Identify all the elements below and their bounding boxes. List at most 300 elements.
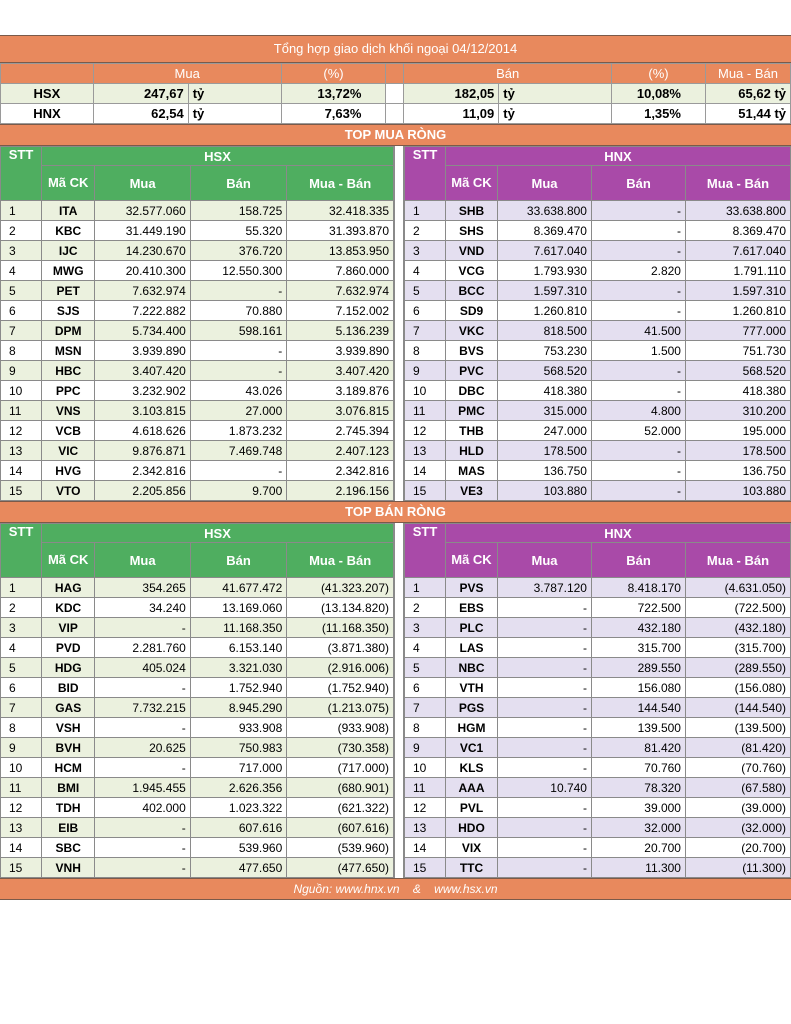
- row-mua-ban: (680.901): [287, 778, 394, 798]
- table-row: [1, 241, 394, 261]
- row-mua: -: [497, 838, 591, 858]
- row-stt: 13: [1, 441, 42, 461]
- summary-ban: 182,05: [404, 84, 499, 104]
- row-mua-ban: (70.760): [685, 758, 790, 778]
- row-ma-ck: DBC: [445, 381, 497, 401]
- row-ma-ck: VTH: [445, 678, 497, 698]
- row-ban: -: [591, 221, 685, 241]
- table-row: [404, 241, 790, 261]
- row-mua-ban: (39.000): [685, 798, 790, 818]
- row-ma-ck: PGS: [445, 698, 497, 718]
- summary-ban-pct: 10,08%: [612, 84, 706, 104]
- table-row: [1, 638, 394, 658]
- table-row: [404, 758, 790, 778]
- row-stt: 11: [1, 778, 42, 798]
- row-ma-ck: SHS: [445, 221, 497, 241]
- row-ma-ck: PVS: [445, 578, 497, 598]
- row-mua: 3.787.120: [497, 578, 591, 598]
- row-stt: 11: [404, 401, 445, 421]
- row-stt: 14: [404, 838, 445, 858]
- col-ma-ck: Mã CK: [445, 543, 497, 578]
- row-ma-ck: MSN: [42, 341, 95, 361]
- row-ban: 7.469.748: [190, 441, 286, 461]
- table-row: [404, 341, 790, 361]
- summary-unit: tỷ: [499, 84, 612, 104]
- row-ban: 4.800: [591, 401, 685, 421]
- table-row: [404, 778, 790, 798]
- row-ma-ck: VE3: [445, 481, 497, 501]
- row-stt: 8: [1, 341, 42, 361]
- row-mua-ban: (156.080): [685, 678, 790, 698]
- row-mua: 354.265: [95, 578, 190, 598]
- row-mua-ban: (621.322): [287, 798, 394, 818]
- row-mua: -: [95, 858, 190, 878]
- row-mua-ban: 3.407.420: [287, 361, 394, 381]
- table-row: [1, 818, 394, 838]
- row-mua: -: [497, 858, 591, 878]
- col-ban: Bán: [591, 166, 685, 201]
- top-ban-hsx-table: [0, 523, 394, 878]
- row-mua-ban: 3.939.890: [287, 341, 394, 361]
- table-row: [1, 361, 394, 381]
- row-ban: 722.500: [591, 598, 685, 618]
- row-mua-ban: (81.420): [685, 738, 790, 758]
- table-row: [404, 421, 790, 441]
- row-mua: -: [497, 698, 591, 718]
- row-ban: 2.820: [591, 261, 685, 281]
- row-mua-ban: (41.323.207): [287, 578, 394, 598]
- row-mua-ban: (139.500): [685, 718, 790, 738]
- table-row: [404, 321, 790, 341]
- row-stt: 12: [1, 421, 42, 441]
- col-hsx: HSX: [42, 147, 394, 166]
- table-row: [1, 421, 394, 441]
- row-ma-ck: VSH: [42, 718, 95, 738]
- row-ban: 8.418.170: [591, 578, 685, 598]
- row-stt: 5: [404, 281, 445, 301]
- col-mua-ban: Mua - Bán: [685, 166, 790, 201]
- summary-unit: tỷ: [188, 104, 281, 124]
- row-mua: 2.205.856: [95, 481, 190, 501]
- row-stt: 10: [1, 381, 42, 401]
- row-mua-ban: (432.180): [685, 618, 790, 638]
- row-ma-ck: NBC: [445, 658, 497, 678]
- row-ban: 52.000: [591, 421, 685, 441]
- row-ma-ck: GAS: [42, 698, 95, 718]
- row-ma-ck: KLS: [445, 758, 497, 778]
- row-stt: 4: [1, 638, 42, 658]
- row-stt: 1: [1, 578, 42, 598]
- summary-header-mua-pct: (%): [281, 64, 386, 84]
- col-mua: Mua: [497, 166, 591, 201]
- row-ban: -: [591, 281, 685, 301]
- row-stt: 3: [404, 618, 445, 638]
- row-mua-ban: 7.617.040: [685, 241, 790, 261]
- row-stt: 12: [1, 798, 42, 818]
- report-sheet: [0, 35, 791, 900]
- row-stt: 4: [404, 261, 445, 281]
- row-stt: 9: [1, 738, 42, 758]
- row-stt: 9: [404, 361, 445, 381]
- table-row: [404, 441, 790, 461]
- row-ma-ck: HDO: [445, 818, 497, 838]
- row-mua-ban: 136.750: [685, 461, 790, 481]
- row-ma-ck: KBC: [42, 221, 95, 241]
- row-ma-ck: VKC: [445, 321, 497, 341]
- row-mua: 7.617.040: [497, 241, 591, 261]
- table-row: [404, 481, 790, 501]
- table-row: [1, 301, 394, 321]
- row-stt: 14: [404, 461, 445, 481]
- row-mua-ban: 33.638.800: [685, 201, 790, 221]
- row-ma-ck: PVC: [445, 361, 497, 381]
- col-stt: STT: [1, 147, 42, 201]
- row-stt: 14: [1, 461, 42, 481]
- col-ban: Bán: [190, 543, 286, 578]
- row-stt: 9: [404, 738, 445, 758]
- row-mua-ban: (717.000): [287, 758, 394, 778]
- row-ma-ck: VIX: [445, 838, 497, 858]
- col-ban: Bán: [591, 543, 685, 578]
- row-mua-ban: (315.700): [685, 638, 790, 658]
- col-ma-ck: Mã CK: [445, 166, 497, 201]
- row-mua: -: [497, 718, 591, 738]
- col-mua: Mua: [95, 543, 190, 578]
- row-mua: -: [497, 618, 591, 638]
- table-row: [1, 201, 394, 221]
- table-row: [404, 598, 790, 618]
- row-mua: 405.024: [95, 658, 190, 678]
- row-mua: 2.342.816: [95, 461, 190, 481]
- row-mua-ban: (289.550): [685, 658, 790, 678]
- row-mua: -: [497, 818, 591, 838]
- row-mua: 14.230.670: [95, 241, 190, 261]
- col-hnx: HNX: [445, 147, 790, 166]
- table-row: [404, 738, 790, 758]
- col-stt: STT: [404, 524, 445, 578]
- row-ban: 607.616: [190, 818, 286, 838]
- table-row: [404, 618, 790, 638]
- row-ma-ck: SBC: [42, 838, 95, 858]
- table-row: [1, 858, 394, 878]
- row-ma-ck: EIB: [42, 818, 95, 838]
- row-mua: -: [497, 758, 591, 778]
- col-mua-ban: Mua - Bán: [287, 543, 394, 578]
- row-ban: -: [591, 381, 685, 401]
- table-row: [1, 441, 394, 461]
- row-ban: 158.725: [190, 201, 286, 221]
- col-mua-ban: Mua - Bán: [685, 543, 790, 578]
- summary-market: HSX: [1, 84, 94, 104]
- top-mua-hsx-table: [0, 146, 394, 501]
- row-ma-ck: VTO: [42, 481, 95, 501]
- row-mua-ban: 2.196.156: [287, 481, 394, 501]
- row-mua-ban: (67.580): [685, 778, 790, 798]
- row-ban: 70.760: [591, 758, 685, 778]
- row-mua-ban: 195.000: [685, 421, 790, 441]
- row-stt: 3: [404, 241, 445, 261]
- row-mua: 34.240: [95, 598, 190, 618]
- summary-ban-pct: 1,35%: [612, 104, 706, 124]
- col-mua-ban: Mua - Bán: [287, 166, 394, 201]
- row-ban: 139.500: [591, 718, 685, 738]
- row-ma-ck: HCM: [42, 758, 95, 778]
- row-ban: -: [591, 361, 685, 381]
- row-ma-ck: THB: [445, 421, 497, 441]
- row-ban: 477.650: [190, 858, 286, 878]
- row-mua: 247.000: [497, 421, 591, 441]
- table-row: [404, 221, 790, 241]
- row-stt: 2: [404, 598, 445, 618]
- row-stt: 6: [1, 301, 42, 321]
- row-stt: 7: [404, 321, 445, 341]
- summary-header-net: Mua - Bán: [705, 64, 790, 84]
- table-row: [404, 678, 790, 698]
- row-stt: 7: [404, 698, 445, 718]
- row-mua: 402.000: [95, 798, 190, 818]
- top-mua-title: TOP MUA RÒNG: [0, 124, 791, 146]
- row-mua: 1.945.455: [95, 778, 190, 798]
- row-ban: 717.000: [190, 758, 286, 778]
- row-mua: 33.638.800: [497, 201, 591, 221]
- row-mua: 315.000: [497, 401, 591, 421]
- row-stt: 15: [404, 481, 445, 501]
- table-row: [404, 461, 790, 481]
- row-mua-ban: (1.752.940): [287, 678, 394, 698]
- row-ma-ck: MAS: [445, 461, 497, 481]
- table-row: [404, 301, 790, 321]
- row-stt: 11: [1, 401, 42, 421]
- table-row: [404, 798, 790, 818]
- col-ma-ck: Mã CK: [42, 166, 95, 201]
- row-stt: 1: [404, 578, 445, 598]
- table-row: [404, 818, 790, 838]
- row-mua: -: [95, 838, 190, 858]
- row-stt: 1: [1, 201, 42, 221]
- row-mua-ban: 1.260.810: [685, 301, 790, 321]
- row-stt: 10: [1, 758, 42, 778]
- row-mua: 8.369.470: [497, 221, 591, 241]
- row-mua-ban: 5.136.239: [287, 321, 394, 341]
- row-ma-ck: VNH: [42, 858, 95, 878]
- row-ban: 78.320: [591, 778, 685, 798]
- col-hnx: HNX: [445, 524, 790, 543]
- row-ban: 1.873.232: [190, 421, 286, 441]
- row-mua-ban: 178.500: [685, 441, 790, 461]
- row-mua: -: [497, 658, 591, 678]
- row-mua-ban: 418.380: [685, 381, 790, 401]
- table-row: [1, 481, 394, 501]
- top-ban-section: [0, 523, 791, 878]
- row-ban: 598.161: [190, 321, 286, 341]
- row-stt: 8: [404, 718, 445, 738]
- row-mua-ban: 2.342.816: [287, 461, 394, 481]
- row-ma-ck: SHB: [445, 201, 497, 221]
- row-ban: 11.168.350: [190, 618, 286, 638]
- row-ban: -: [591, 201, 685, 221]
- row-ban: 12.550.300: [190, 261, 286, 281]
- row-ban: 3.321.030: [190, 658, 286, 678]
- table-row: [1, 221, 394, 241]
- row-mua-ban: 3.076.815: [287, 401, 394, 421]
- table-row: [1, 738, 394, 758]
- row-mua: 818.500: [497, 321, 591, 341]
- table-row: [1, 598, 394, 618]
- row-ma-ck: VND: [445, 241, 497, 261]
- table-row: [1, 718, 394, 738]
- row-stt: 15: [404, 858, 445, 878]
- row-stt: 2: [1, 221, 42, 241]
- row-stt: 15: [1, 858, 42, 878]
- row-mua: 3.407.420: [95, 361, 190, 381]
- row-mua-ban: 568.520: [685, 361, 790, 381]
- table-row: [404, 578, 790, 598]
- row-ma-ck: PVL: [445, 798, 497, 818]
- row-stt: 8: [404, 341, 445, 361]
- row-mua: 1.260.810: [497, 301, 591, 321]
- row-mua-ban: (933.908): [287, 718, 394, 738]
- row-ban: -: [591, 441, 685, 461]
- row-ma-ck: HLD: [445, 441, 497, 461]
- row-stt: 3: [1, 618, 42, 638]
- row-ban: -: [190, 461, 286, 481]
- row-ban: 11.300: [591, 858, 685, 878]
- row-ma-ck: DPM: [42, 321, 95, 341]
- row-mua: 103.880: [497, 481, 591, 501]
- row-stt: 6: [404, 678, 445, 698]
- row-mua: 3.232.902: [95, 381, 190, 401]
- row-ban: 20.700: [591, 838, 685, 858]
- row-mua: 2.281.760: [95, 638, 190, 658]
- row-ma-ck: KDC: [42, 598, 95, 618]
- row-mua: -: [497, 638, 591, 658]
- row-ma-ck: VNS: [42, 401, 95, 421]
- row-mua-ban: 32.418.335: [287, 201, 394, 221]
- row-stt: 1: [404, 201, 445, 221]
- row-ma-ck: PMC: [445, 401, 497, 421]
- table-row: [404, 381, 790, 401]
- row-ma-ck: BMI: [42, 778, 95, 798]
- row-mua-ban: 13.853.950: [287, 241, 394, 261]
- summary-header-mua: Mua: [93, 64, 281, 84]
- row-stt: 7: [1, 698, 42, 718]
- summary-row-hnx: [1, 104, 791, 124]
- row-ma-ck: LAS: [445, 638, 497, 658]
- row-ban: -: [591, 241, 685, 261]
- table-row: [1, 401, 394, 421]
- row-ma-ck: MWG: [42, 261, 95, 281]
- row-ban: 2.626.356: [190, 778, 286, 798]
- summary-mua: 62,54: [93, 104, 188, 124]
- summary-net: 65,62 tỷ: [705, 84, 790, 104]
- row-ban: 41.500: [591, 321, 685, 341]
- row-mua-ban: 2.407.123: [287, 441, 394, 461]
- summary-table: [0, 63, 791, 124]
- row-mua: 20.410.300: [95, 261, 190, 281]
- row-mua: 136.750: [497, 461, 591, 481]
- table-row: [1, 698, 394, 718]
- summary-ban: 11,09: [404, 104, 499, 124]
- summary-unit: tỷ: [499, 104, 612, 124]
- top-ban-hnx-table: [404, 523, 791, 878]
- table-row: [1, 341, 394, 361]
- summary-header-ban: Bán: [404, 64, 612, 84]
- row-ma-ck: VIP: [42, 618, 95, 638]
- row-ban: -: [591, 301, 685, 321]
- row-mua: 178.500: [497, 441, 591, 461]
- row-mua-ban: (11.300): [685, 858, 790, 878]
- row-mua: 753.230: [497, 341, 591, 361]
- row-ma-ck: HGM: [445, 718, 497, 738]
- table-row: [1, 798, 394, 818]
- row-mua-ban: (11.168.350): [287, 618, 394, 638]
- row-mua: 418.380: [497, 381, 591, 401]
- report-title: Tổng hợp giao dịch khối ngoại 04/12/2014: [0, 35, 791, 63]
- row-stt: 12: [404, 798, 445, 818]
- row-ma-ck: BCC: [445, 281, 497, 301]
- row-ban: 144.540: [591, 698, 685, 718]
- row-mua: -: [95, 618, 190, 638]
- row-mua: -: [95, 818, 190, 838]
- table-row: [1, 618, 394, 638]
- row-ban: -: [190, 361, 286, 381]
- row-mua-ban: (722.500): [685, 598, 790, 618]
- table-row: [1, 321, 394, 341]
- top-mua-section: [0, 146, 791, 501]
- row-ban: 315.700: [591, 638, 685, 658]
- row-ban: 27.000: [190, 401, 286, 421]
- table-row: [404, 638, 790, 658]
- row-ban: 432.180: [591, 618, 685, 638]
- row-mua-ban: 1.597.310: [685, 281, 790, 301]
- row-ma-ck: PPC: [42, 381, 95, 401]
- table-row: [1, 838, 394, 858]
- table-row: [404, 261, 790, 281]
- row-ban: 32.000: [591, 818, 685, 838]
- row-ban: 39.000: [591, 798, 685, 818]
- row-ma-ck: IJC: [42, 241, 95, 261]
- col-ma-ck: Mã CK: [42, 543, 95, 578]
- row-ban: 55.320: [190, 221, 286, 241]
- row-ban: 376.720: [190, 241, 286, 261]
- row-stt: 9: [1, 361, 42, 381]
- table-row: [1, 281, 394, 301]
- table-row: [404, 718, 790, 738]
- row-ban: -: [591, 461, 685, 481]
- col-ban: Bán: [190, 166, 286, 201]
- row-ma-ck: ITA: [42, 201, 95, 221]
- row-ban: -: [190, 341, 286, 361]
- table-row: [1, 578, 394, 598]
- table-row: [404, 201, 790, 221]
- row-stt: 13: [1, 818, 42, 838]
- row-ban: 13.169.060: [190, 598, 286, 618]
- row-mua: 3.939.890: [95, 341, 190, 361]
- row-mua: 7.732.215: [95, 698, 190, 718]
- summary-net: 51,44 tỷ: [705, 104, 790, 124]
- row-mua-ban: 7.632.974: [287, 281, 394, 301]
- row-mua-ban: (144.540): [685, 698, 790, 718]
- row-ma-ck: SD9: [445, 301, 497, 321]
- col-mua: Mua: [95, 166, 190, 201]
- row-ban: 289.550: [591, 658, 685, 678]
- table-row: [1, 658, 394, 678]
- summary-mua-pct: 7,63%: [281, 104, 386, 124]
- row-stt: 6: [404, 301, 445, 321]
- row-mua-ban: 7.860.000: [287, 261, 394, 281]
- row-mua-ban: 751.730: [685, 341, 790, 361]
- table-row: [1, 261, 394, 281]
